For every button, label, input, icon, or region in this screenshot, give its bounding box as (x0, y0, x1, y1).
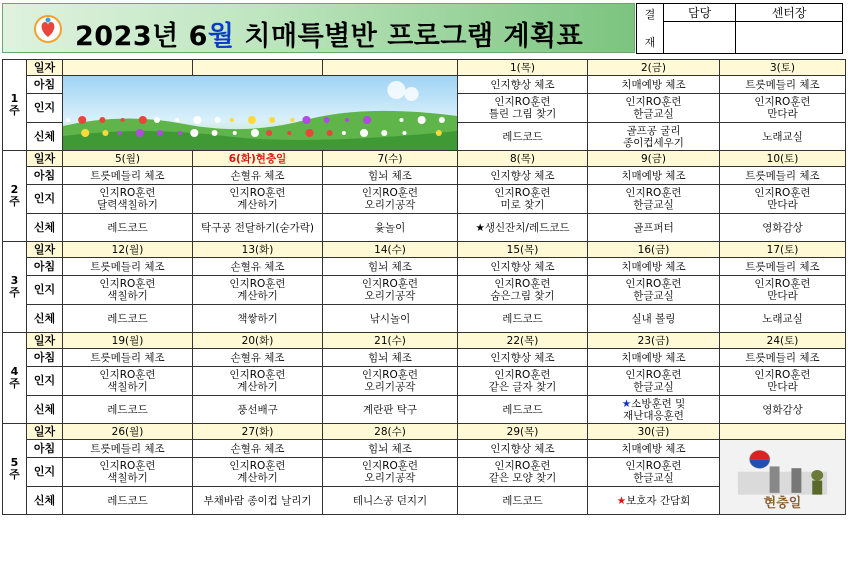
date-cell: 8(목) (458, 151, 588, 167)
date-cell: 6(화)현충일 (193, 151, 323, 167)
morning-activity: 트릇메들리 체조 (63, 440, 193, 458)
physical-activity: 레드코드 (458, 123, 588, 151)
cognitive-activity: 인지RO훈련 만다라 (720, 185, 846, 214)
cognitive-activity: 인지RO훈련 틀린 그림 찾기 (458, 94, 588, 123)
date-cell: 2(금) (588, 60, 720, 76)
morning-activity: 힘뇌 체조 (323, 440, 458, 458)
physical-activity: 실내 볼링 (588, 305, 720, 333)
morning-activity: 인지향상 체조 (458, 349, 588, 367)
physical-activity: 레드코드 (458, 487, 588, 515)
morning-activity: 힘뇌 체조 (323, 258, 458, 276)
cognitive-activity: 인지RO훈련 오리기공작 (323, 276, 458, 305)
week-label: 5 주 (3, 424, 27, 515)
row-label-morning: 아침 (27, 349, 63, 367)
morning-activity: 손혈유 체조 (193, 349, 323, 367)
row-label-cognitive: 인지 (27, 185, 63, 214)
cognitive-activity: 인지RO훈련 계산하기 (193, 367, 323, 396)
date-cell: 13(화) (193, 242, 323, 258)
cognitive-activity: 인지RO훈련 오리기공작 (323, 185, 458, 214)
flower-meadow-image (63, 76, 457, 150)
row-label-date: 일자 (27, 60, 63, 76)
decor-image-cell (63, 76, 458, 151)
cognitive-activity: 인지RO훈련 계산하기 (193, 458, 323, 487)
row-label-physical: 신체 (27, 487, 63, 515)
morning-activity: 인지향상 체조 (458, 440, 588, 458)
physical-activity: 책쌓하기 (193, 305, 323, 333)
schedule-table (2, 59, 846, 515)
date-cell: 26(월) (63, 424, 193, 440)
physical-activity: 레드코드 (458, 305, 588, 333)
morning-activity: 손혈유 체조 (193, 258, 323, 276)
morning-activity: 치매예방 체조 (588, 349, 720, 367)
row-label-physical: 신체 (27, 305, 63, 333)
date-cell: 22(목) (458, 333, 588, 349)
physical-activity: 테니스공 던지기 (323, 487, 458, 515)
physical-activity: 레드코드 (458, 396, 588, 424)
physical-activity: 탁구공 전달하기(숟가락) (193, 214, 323, 242)
physical-activity: 골프공 굴리 종이컵세우기 (588, 123, 720, 151)
row-label-cognitive: 인지 (27, 94, 63, 123)
morning-activity: 힘뇌 체조 (323, 167, 458, 185)
row-label-date: 일자 (27, 333, 63, 349)
cognitive-activity: 인지RO훈련 오리기공작 (323, 367, 458, 396)
date-cell: 19(월) (63, 333, 193, 349)
cognitive-activity: 인지RO훈련 만다라 (720, 276, 846, 305)
date-cell (193, 60, 323, 76)
approval-label: 결 재 (637, 4, 664, 54)
approval-col-staff: 담당 (664, 4, 736, 22)
physical-activity: 골프퍼터 (588, 214, 720, 242)
cognitive-activity: 인지RO훈련 달력색칠하기 (63, 185, 193, 214)
cognitive-activity: 인지RO훈련 오리기공작 (323, 458, 458, 487)
morning-activity: 치매예방 체조 (588, 167, 720, 185)
morning-activity: 트릇메들리 체조 (720, 167, 846, 185)
morning-activity: 손혈유 체조 (193, 167, 323, 185)
physical-activity: 레드코드 (63, 396, 193, 424)
morning-activity: 트릇메들리 체조 (720, 76, 846, 94)
date-cell: 16(금) (588, 242, 720, 258)
week-label: 3 주 (3, 242, 27, 333)
cognitive-activity: 인지RO훈련 색칠하기 (63, 367, 193, 396)
approval-sign-director[interactable] (736, 22, 843, 54)
physical-activity: 노래교실 (720, 123, 846, 151)
morning-activity: 트릇메들리 체조 (63, 258, 193, 276)
cognitive-activity: 인지RO훈련 한글교실 (588, 276, 720, 305)
morning-activity: 치매예방 체조 (588, 258, 720, 276)
physical-activity: 레드코드 (63, 487, 193, 515)
morning-activity: 트릇메들리 체조 (720, 258, 846, 276)
cognitive-activity: 인지RO훈련 숨은그림 찾기 (458, 276, 588, 305)
morning-activity: 인지향상 체조 (458, 258, 588, 276)
date-cell: 7(수) (323, 151, 458, 167)
morning-activity: 트릇메들리 체조 (720, 349, 846, 367)
cognitive-activity: 인지RO훈련 같은 글자 찾기 (458, 367, 588, 396)
cognitive-activity: 인지RO훈련 같은 모양 찾기 (458, 458, 588, 487)
cognitive-activity: 인지RO훈련 한글교실 (588, 367, 720, 396)
row-label-physical: 신체 (27, 214, 63, 242)
cognitive-activity: 인지RO훈련 만다라 (720, 367, 846, 396)
week-label: 1 주 (3, 60, 27, 151)
physical-activity: 계란판 탁구 (323, 396, 458, 424)
row-label-date: 일자 (27, 242, 63, 258)
cognitive-activity: 인지RO훈련 계산하기 (193, 185, 323, 214)
date-cell: 3(토) (720, 60, 846, 76)
logo-icon (33, 14, 63, 44)
row-label-date: 일자 (27, 424, 63, 440)
physical-activity: ★보호자 간담회 (588, 487, 720, 515)
week-label: 4 주 (3, 333, 27, 424)
memorial-caption: 현충일 (763, 496, 802, 511)
date-cell: 30(금) (588, 424, 720, 440)
date-cell (63, 60, 193, 76)
morning-activity: 트릇메들리 체조 (63, 349, 193, 367)
date-cell: 17(토) (720, 242, 846, 258)
physical-activity: 노래교실 (720, 305, 846, 333)
physical-activity: 부채바람 종이컵 날리기 (193, 487, 323, 515)
date-cell (323, 60, 458, 76)
cognitive-activity: 인지RO훈련 한글교실 (588, 185, 720, 214)
morning-activity: 치매예방 체조 (588, 76, 720, 94)
cognitive-activity: 인지RO훈련 색칠하기 (63, 276, 193, 305)
date-cell: 24(토) (720, 333, 846, 349)
date-cell: 23(금) (588, 333, 720, 349)
title-banner (2, 3, 635, 53)
cognitive-activity: 인지RO훈련 만다라 (720, 94, 846, 123)
cognitive-activity: 인지RO훈련 계산하기 (193, 276, 323, 305)
approval-box (636, 3, 843, 54)
row-label-morning: 아침 (27, 167, 63, 185)
morning-activity: 인지향상 체조 (458, 76, 588, 94)
physical-activity: 낚시놀이 (323, 305, 458, 333)
cognitive-activity: 인지RO훈련 미로 찾기 (458, 185, 588, 214)
physical-activity: 윷놀이 (323, 214, 458, 242)
row-label-cognitive: 인지 (27, 367, 63, 396)
morning-activity: 치매예방 체조 (588, 440, 720, 458)
physical-activity: 레드코드 (63, 214, 193, 242)
header (0, 0, 848, 58)
date-cell: 15(목) (458, 242, 588, 258)
cognitive-activity: 인지RO훈련 한글교실 (588, 94, 720, 123)
date-cell: 5(월) (63, 151, 193, 167)
physical-activity: ★생신잔치/레드코드 (458, 214, 588, 242)
row-label-date: 일자 (27, 151, 63, 167)
row-label-morning: 아침 (27, 258, 63, 276)
week-label: 2 주 (3, 151, 27, 242)
row-label-physical: 신체 (27, 396, 63, 424)
approval-sign-staff[interactable] (664, 22, 736, 54)
star-icon: ★ (621, 397, 632, 410)
date-cell: 28(수) (323, 424, 458, 440)
date-cell: 12(월) (63, 242, 193, 258)
physical-activity: 풍선배구 (193, 396, 323, 424)
date-cell: 27(화) (193, 424, 323, 440)
date-cell (720, 424, 846, 440)
row-label-cognitive: 인지 (27, 458, 63, 487)
physical-activity: ★소방훈련 및 재난대응훈련 (588, 396, 720, 424)
date-cell: 14(수) (323, 242, 458, 258)
approval-col-director: 센터장 (736, 4, 843, 22)
physical-activity: 레드코드 (63, 305, 193, 333)
memorial-image-cell (720, 440, 846, 515)
star-icon: ★ (616, 494, 627, 507)
page-title: 2023년 6월 치매특별반 프로그램 계획표 (75, 21, 584, 52)
morning-activity: 힘뇌 체조 (323, 349, 458, 367)
cognitive-activity: 인지RO훈련 한글교실 (588, 458, 720, 487)
date-cell: 10(토) (720, 151, 846, 167)
row-label-morning: 아침 (27, 76, 63, 94)
row-label-physical: 신체 (27, 123, 63, 151)
physical-activity: 영화감상 (720, 214, 846, 242)
morning-activity: 인지향상 체조 (458, 167, 588, 185)
date-cell: 20(화) (193, 333, 323, 349)
date-cell: 29(목) (458, 424, 588, 440)
morning-activity: 손혈유 체조 (193, 440, 323, 458)
date-cell: 21(수) (323, 333, 458, 349)
cognitive-activity: 인지RO훈련 색칠하기 (63, 458, 193, 487)
date-cell: 9(금) (588, 151, 720, 167)
morning-activity: 트릇메들리 체조 (63, 167, 193, 185)
row-label-morning: 아침 (27, 440, 63, 458)
row-label-cognitive: 인지 (27, 276, 63, 305)
physical-activity: 영화감상 (720, 396, 846, 424)
date-cell: 1(목) (458, 60, 588, 76)
